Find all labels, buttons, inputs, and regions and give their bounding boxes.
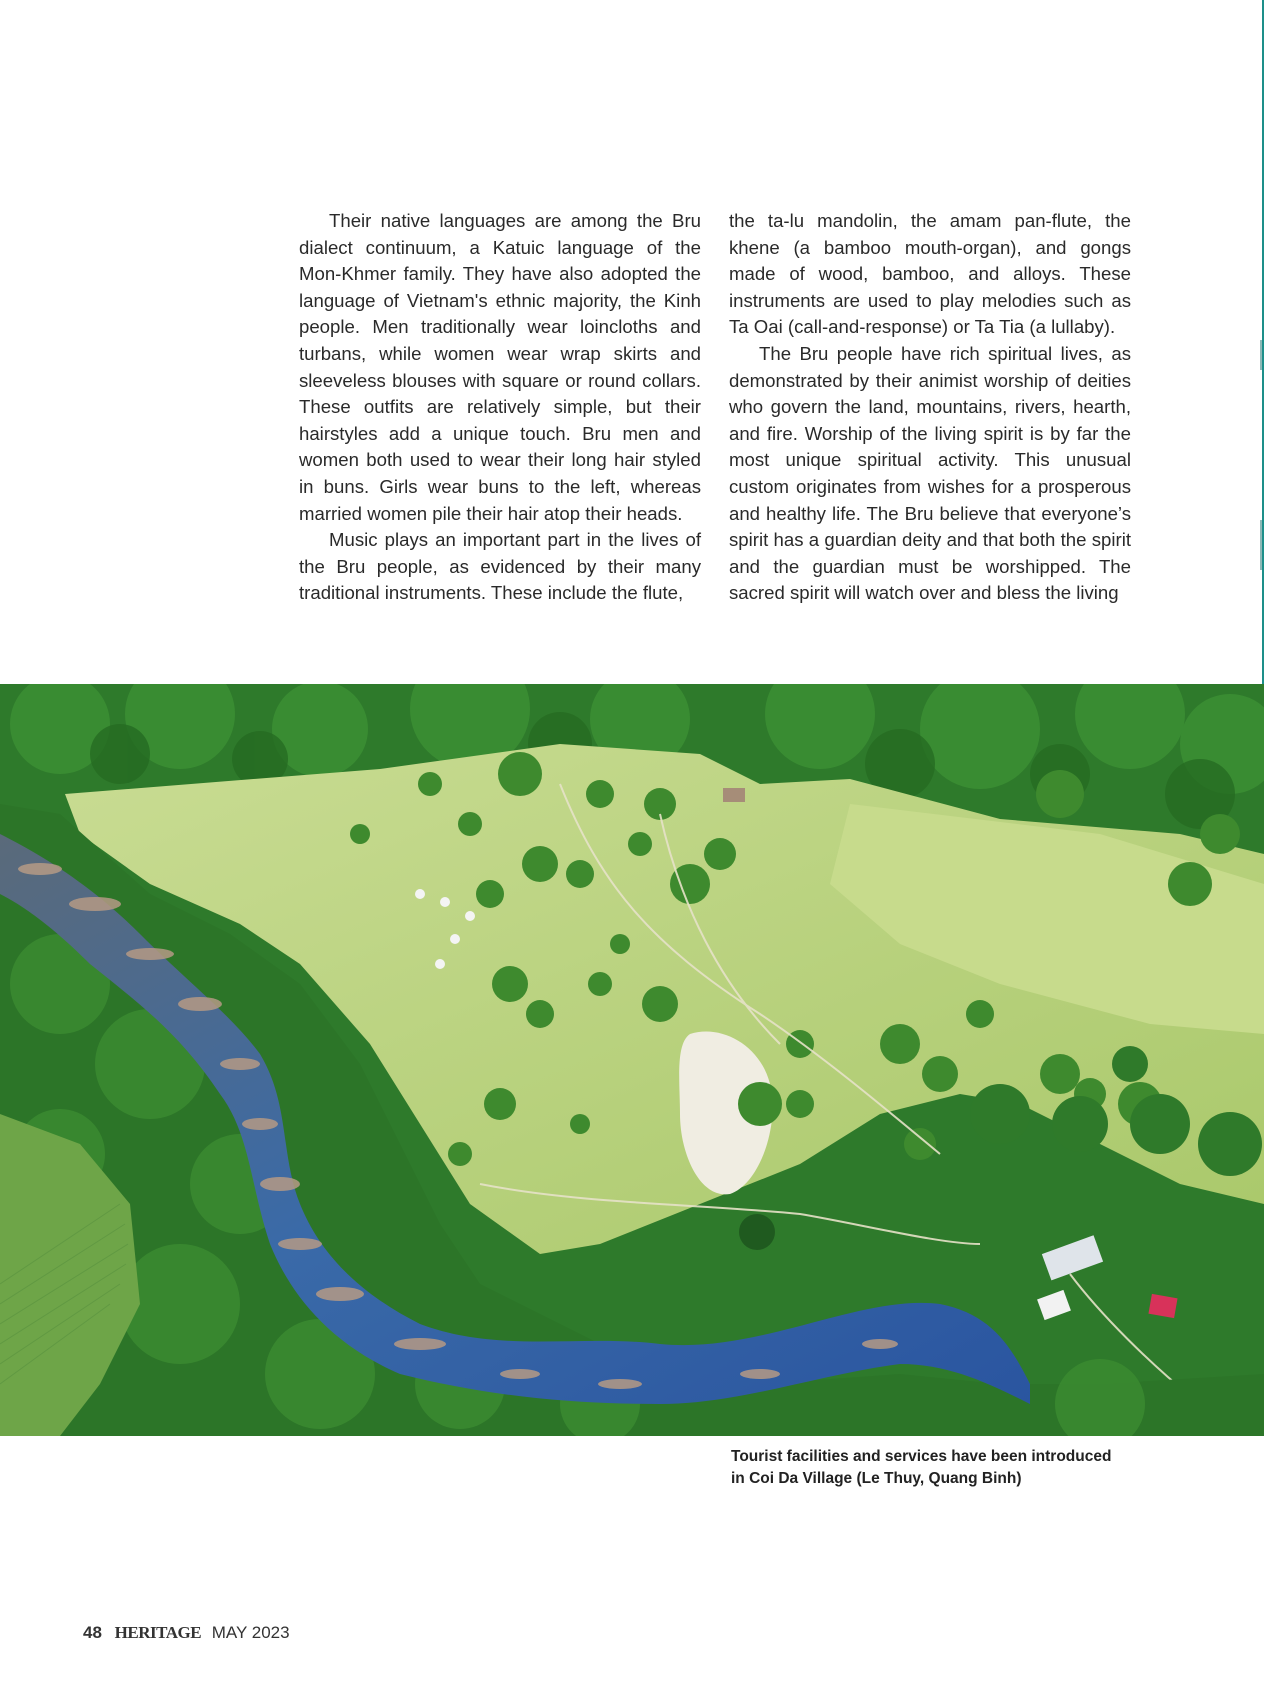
page-edge-mark: [1260, 340, 1262, 370]
paragraph: Their native languages are among the Bru dialect continuum, a Katuic language of the Mon-Khmer family. They have also adopted the language of Vietnam's ethnic majority, the Kinh people. Men traditionally wear loincloths and turbans, while women wear wrap skirts and sleeveless blouses with square or round collars. These outfits are relatively simple, but their hairstyles add a unique touch. Bru men and women both used to wear their long hair styled in buns. Girls wear buns to the left, whereas married women pile their hair atop their heads.: [299, 210, 701, 524]
caption-line: in Coi Da Village (Le Thuy, Quang Binh): [731, 1470, 1022, 1487]
page-footer: [83, 1623, 290, 1643]
magazine-name: HERITAGE: [114, 1623, 202, 1642]
paragraph: the ta-lu mandolin, the amam pan-flute, the khene (a bamboo mouth-organ), and gongs made of wood, bamboo, and alloys. These instruments are used to play melodies such as Ta Oai (call-and-response) or Ta Tia (a lullaby).: [729, 210, 1131, 338]
photo-caption: [731, 1446, 1151, 1490]
article-column-left: [299, 208, 701, 607]
caption-line: Tourist facilities and services have been introduced: [731, 1448, 1112, 1465]
paragraph: The Bru people have rich spiritual lives, as demonstrated by their animist worship of deities who govern the land, mountains, rivers, hearth, and fire. Worship of the living spirit is by far the most unique spiritual activity. This unusual custom originates from wishes for a prosperous and healthy life. The Bru believe that everyone’s spirit has a guardian deity and that both the spirit and the guardian must be worshipped. The sacred spirit will watch over and bless the living: [729, 342, 1131, 604]
issue-date: MAY 2023: [211, 1623, 290, 1642]
page-number: 48: [83, 1623, 102, 1642]
article-column-right: [729, 208, 1131, 607]
page-edge-mark: [1260, 520, 1262, 570]
paragraph: Music plays an important part in the lives of the Bru people, as evidenced by their many traditional instruments. These include the flute,: [299, 529, 701, 604]
aerial-photo-coi-da-village: [0, 684, 1264, 1436]
